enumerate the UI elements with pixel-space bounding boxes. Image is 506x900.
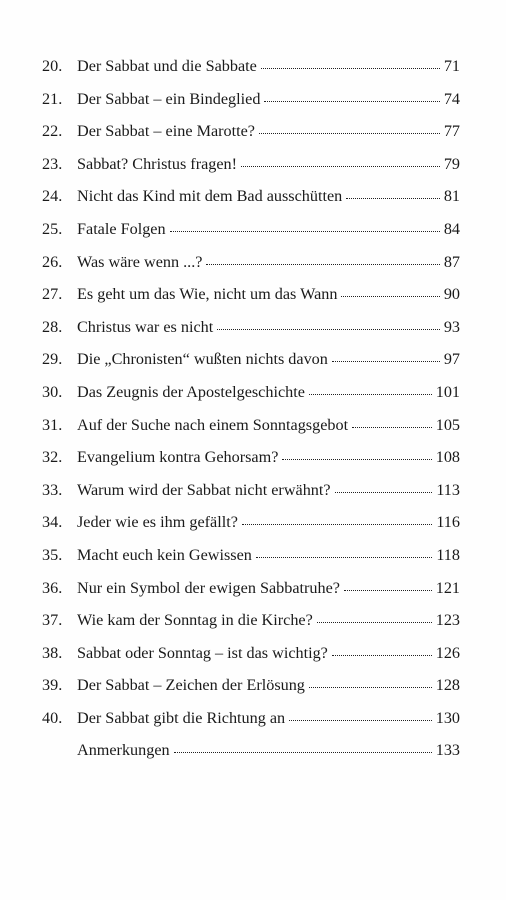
toc-entry-line <box>77 313 460 341</box>
toc-entry-page-number: 123 <box>435 611 460 630</box>
toc-entry-line <box>77 150 460 178</box>
toc-entry-page-number: 116 <box>436 513 460 532</box>
toc-entry-title: Sabbat? Christus fragen! <box>77 154 238 173</box>
toc-entry-title: Es geht um das Wie, nicht um das Wann <box>77 285 338 304</box>
toc-entry-line <box>77 606 460 634</box>
toc-entry-line <box>77 443 460 471</box>
toc-entry-line <box>77 639 460 667</box>
toc-entry-number: 20. <box>42 57 63 75</box>
toc-entry <box>0 248 506 281</box>
toc-entry-line <box>77 345 460 373</box>
toc-entry-number: 26. <box>42 252 63 271</box>
toc-entry-line <box>77 52 460 80</box>
dot-leader <box>309 393 432 395</box>
toc-entry-page-number: 118 <box>436 545 460 564</box>
toc-entry <box>0 150 506 183</box>
toc-entry <box>0 345 506 378</box>
toc-entry-line <box>77 280 460 308</box>
toc-entry-number: 32. <box>42 448 63 467</box>
toc-entry <box>0 476 506 509</box>
toc-entry-number: 25. <box>42 219 63 238</box>
toc-entry-line <box>77 704 460 732</box>
toc-entry <box>0 704 506 737</box>
toc-entry-number: 38. <box>42 643 63 662</box>
toc-entry-page-number: 77 <box>443 122 460 141</box>
toc-entry-page-number: 93 <box>443 317 460 336</box>
toc-entry-line <box>77 182 460 210</box>
dot-leader <box>256 556 432 558</box>
toc-entry-page-number: 71 <box>443 57 460 75</box>
toc-entry-number: 37. <box>42 611 63 630</box>
dot-leader <box>332 654 432 656</box>
toc-entry-title: Macht euch kein Gewissen <box>77 545 252 564</box>
toc-entry <box>0 671 506 704</box>
toc-entry-number: 24. <box>42 187 63 206</box>
toc-entry-page-number: 101 <box>435 382 460 401</box>
toc-entry-line <box>77 476 460 504</box>
toc-entry-page-number: 87 <box>443 252 460 271</box>
toc-entry-line <box>77 117 460 145</box>
toc-entry-title: Warum wird der Sabbat nicht erwähnt? <box>77 480 331 499</box>
toc-entry-page-number: 121 <box>435 578 460 597</box>
dot-leader <box>341 295 439 297</box>
toc-entry-line <box>77 85 460 113</box>
toc-entry <box>0 182 506 215</box>
dot-leader <box>346 197 440 199</box>
toc-entry-line <box>77 508 460 536</box>
toc-entry-number: 21. <box>42 89 63 108</box>
toc-entry <box>0 280 506 313</box>
toc-entry-number: 27. <box>42 285 63 304</box>
toc-entry-page-number: 113 <box>436 480 460 499</box>
toc-entry <box>0 574 506 607</box>
dot-leader <box>206 263 439 265</box>
table-of-contents <box>0 52 506 769</box>
toc-entry-title: Der Sabbat – ein Bindeglied <box>77 89 261 108</box>
toc-entry-title: Jeder wie es ihm gefällt? <box>77 513 238 532</box>
dot-leader <box>242 523 432 525</box>
dot-leader <box>264 100 439 102</box>
toc-entry-page-number: 81 <box>443 187 460 206</box>
dot-leader <box>335 491 433 493</box>
dot-leader <box>241 165 440 167</box>
toc-entry-page-number: 126 <box>435 643 460 662</box>
toc-entry-line <box>77 378 460 406</box>
toc-entry-number: 35. <box>42 545 63 564</box>
toc-entry <box>0 639 506 672</box>
toc-entry-title: Der Sabbat gibt die Richtung an <box>77 708 286 727</box>
toc-entry-line <box>77 541 460 569</box>
toc-entry-title: Auf der Suche nach einem Sonntagsgebot <box>77 415 349 434</box>
toc-entry-title: Nur ein Symbol der ewigen Sabbatruhe? <box>77 578 340 597</box>
toc-entry-number: 31. <box>42 415 63 434</box>
toc-entry <box>0 736 506 769</box>
toc-entry <box>0 541 506 574</box>
toc-entry <box>0 378 506 411</box>
toc-entry-title: Fatale Folgen <box>77 219 166 238</box>
toc-entry-title: Die „Chronisten“ wußten nichts davon <box>77 350 328 369</box>
toc-entry-number: 36. <box>42 578 63 597</box>
dot-leader <box>170 230 440 232</box>
toc-entry-page-number: 79 <box>443 154 460 173</box>
toc-entry <box>0 215 506 248</box>
toc-entry-number: 40. <box>42 708 63 727</box>
toc-entry <box>0 411 506 444</box>
toc-entry-title: Der Sabbat – Zeichen der Erlösung <box>77 676 305 695</box>
toc-entry-number: 30. <box>42 382 63 401</box>
toc-entry-title: Was wäre wenn ...? <box>77 252 203 271</box>
toc-entry-page-number: 128 <box>435 676 460 695</box>
dot-leader <box>309 686 432 688</box>
dot-leader <box>352 426 432 428</box>
toc-entry <box>0 52 506 85</box>
toc-entry-title: Evangelium kontra Gehorsam? <box>77 448 279 467</box>
toc-entry-number: 23. <box>42 154 63 173</box>
dot-leader <box>261 67 440 69</box>
toc-entry-title: Das Zeugnis der Apostelgeschichte <box>77 382 305 401</box>
toc-entry-title: Sabbat oder Sonntag – ist das wichtig? <box>77 643 328 662</box>
toc-entry-title: Christus war es nicht <box>77 317 214 336</box>
toc-entry <box>0 313 506 346</box>
toc-entry-number: 34. <box>42 513 63 532</box>
toc-entry-number: 33. <box>42 480 63 499</box>
dot-leader <box>289 719 432 721</box>
dot-leader <box>174 751 432 753</box>
dot-leader <box>332 360 440 362</box>
dot-leader <box>259 132 440 134</box>
toc-entry-line <box>77 411 460 439</box>
toc-entry-page-number: 108 <box>435 448 460 467</box>
dot-leader <box>282 458 431 460</box>
dot-leader <box>217 328 440 330</box>
toc-entry-page-number: 105 <box>435 415 460 434</box>
toc-entry <box>0 443 506 476</box>
toc-entry <box>0 508 506 541</box>
toc-entry <box>0 85 506 118</box>
toc-entry-page-number: 97 <box>443 350 460 369</box>
toc-entry-title: Der Sabbat und die Sabbate <box>77 57 257 75</box>
toc-entry <box>0 117 506 150</box>
toc-entry-title: Anmerkungen <box>77 741 170 760</box>
toc-entry-line <box>77 248 460 276</box>
toc-entry-title: Nicht das Kind mit dem Bad ausschütten <box>77 187 343 206</box>
dot-leader <box>317 621 432 623</box>
toc-entry-number: 28. <box>42 317 63 336</box>
toc-entry-page-number: 133 <box>435 741 460 760</box>
toc-entry-title: Wie kam der Sonntag in die Kirche? <box>77 611 313 630</box>
toc-entry-page-number: 74 <box>443 89 460 108</box>
toc-entry-number: 29. <box>42 350 63 369</box>
toc-entry-title: Der Sabbat – eine Marotte? <box>77 122 255 141</box>
toc-entry-line <box>77 215 460 243</box>
toc-entry <box>0 606 506 639</box>
toc-entry-number: 39. <box>42 676 63 695</box>
toc-entry-line <box>77 574 460 602</box>
dot-leader <box>344 589 432 591</box>
toc-entry-line <box>77 671 460 699</box>
toc-entry-page-number: 84 <box>443 219 460 238</box>
toc-entry-page-number: 130 <box>435 708 460 727</box>
toc-entry-page-number: 90 <box>443 285 460 304</box>
toc-entry-line <box>77 736 460 764</box>
toc-entry-number: 22. <box>42 122 63 141</box>
